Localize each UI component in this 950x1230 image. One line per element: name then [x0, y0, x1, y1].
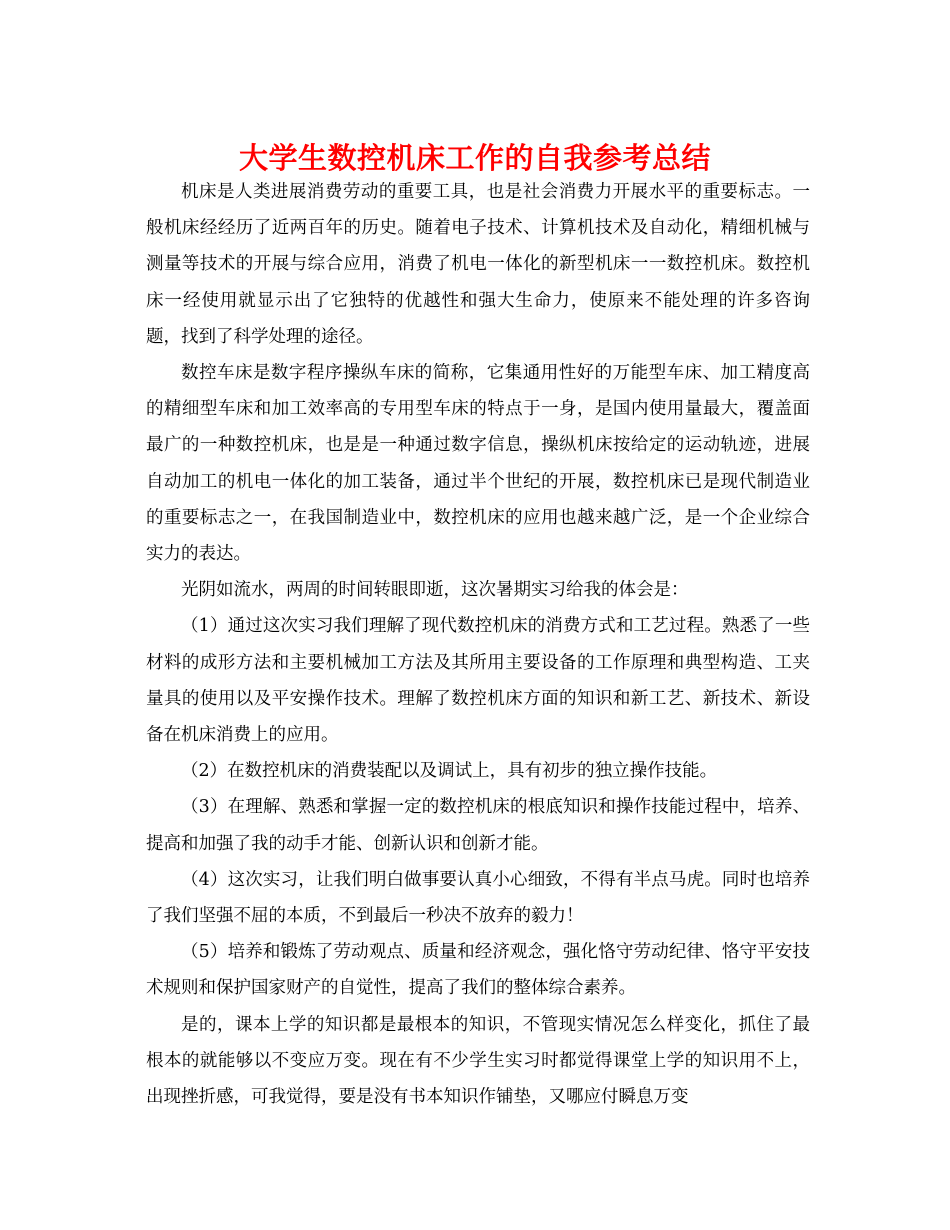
- document-title: 大学生数控机床工作的自我参考总结: [238, 141, 711, 175]
- paragraph-conclusion: 是的，课本上学的知识都是最根本的知识，不管现实情况怎么样变化，抓住了最根本的就能够以不变应万变。现在有不少学生实习时都觉得课堂上学的知识用不上，出现挫折感，可我觉得，要是没有书本知识作铺垫，又哪应付瞬息万变: [146, 1014, 810, 1108]
- paragraph-point-1: （1）通过这次实习我们理解了现代数控机床的消费方式和工艺过程。熟悉了一些材料的成形方法和主要机械加工方法及其所用主要设备的工作原理和典型构造、工夹量具的使用以及平安操作技术。理解了数控机床方面的知识和新工艺、新技术、新设备在机床消费上的应用。: [146, 616, 810, 746]
- paragraph-point-2: （2）在数控机床的消费装配以及调试上，具有初步的独立操作技能。: [181, 761, 718, 782]
- document-body: [146, 174, 810, 1115]
- paragraph-point-3: （3）在理解、熟悉和掌握一定的数控机床的根底知识和操作技能过程中，培养、提高和加强了我的动手才能、创新认识和创新才能。: [146, 797, 810, 854]
- paragraph-cnc-lathe: 数控车床是数字程序操纵车床的简称，它集通用性好的万能型车床、加工精度高的精细型车床和加工效率高的专用型车床的特点于一身，是国内使用量最大，覆盖面最广的一种数控机床，也是是一种通过数字信息，操纵机床按给定的运动轨迹，进展自动加工的机电一体化的加工装备，通过半个世纪的开展，数控机床已是现代制造业的重要标志之一，在我国制造业中，数控机床的应用也越来越广泛，是一个企业综合实力的表达。: [146, 363, 810, 565]
- paragraph-experience-lead: 光阴如流水，两周的时间转眼即逝，这次暑期实习给我的体会是：: [181, 580, 689, 601]
- paragraph-point-5: （5）培养和锻炼了劳动观点、质量和经济观念，强化恪守劳动纪律、恪守平安技术规则和保护国家财产的自觉性，提高了我们的整体综合素养。: [146, 942, 810, 999]
- paragraph-point-4: （4）这次实习，让我们明白做事要认真小心细致，不得有半点马虎。同时也培养了我们坚强不屈的本质，不到最后一秒决不放弃的毅力！: [146, 869, 810, 927]
- paragraph-intro: 机床是人类进展消费劳动的重要工具，也是社会消费力开展水平的重要标志。一般机床经经历了近两百年的历史。随着电子技术、计算机技术及自动化，精细机械与测量等技术的开展与综合应用，消费了机电一体化的新型机床一一数控机床。数控机床一经使用就显示出了它独特的优越性和强大生命力，使原来不能处理的许多咨询题，找到了科学处理的途径。: [146, 182, 810, 347]
